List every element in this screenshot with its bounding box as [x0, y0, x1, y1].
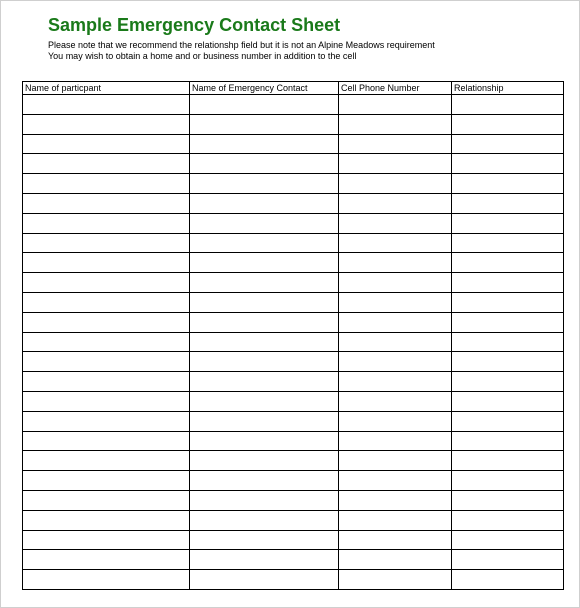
emergency-contact-cell[interactable]	[190, 451, 339, 471]
cell-phone-cell[interactable]	[339, 391, 452, 411]
cell-phone-cell[interactable]	[339, 233, 452, 253]
relationship-cell[interactable]	[452, 332, 564, 352]
cell-phone-cell[interactable]	[339, 114, 452, 134]
table-row	[23, 134, 564, 154]
relationship-cell[interactable]	[452, 411, 564, 431]
emergency-contact-cell[interactable]	[190, 471, 339, 491]
participant-name-cell[interactable]	[23, 570, 190, 590]
emergency-contact-table	[22, 81, 564, 590]
table-body	[23, 95, 564, 590]
emergency-contact-cell[interactable]	[190, 530, 339, 550]
participant-name-cell[interactable]	[23, 95, 190, 115]
table-row	[23, 451, 564, 471]
emergency-contact-cell[interactable]	[190, 490, 339, 510]
table-row	[23, 273, 564, 293]
participant-name-cell[interactable]	[23, 510, 190, 530]
emergency-contact-cell[interactable]	[190, 550, 339, 570]
emergency-contact-cell[interactable]	[190, 292, 339, 312]
participant-name-cell[interactable]	[23, 114, 190, 134]
table-row	[23, 372, 564, 392]
emergency-contact-cell[interactable]	[190, 213, 339, 233]
relationship-cell[interactable]	[452, 312, 564, 332]
table-row	[23, 490, 564, 510]
relationship-cell[interactable]	[452, 530, 564, 550]
cell-phone-cell[interactable]	[339, 471, 452, 491]
cell-phone-cell[interactable]	[339, 530, 452, 550]
table-row	[23, 253, 564, 273]
relationship-cell[interactable]	[452, 193, 564, 213]
emergency-contact-cell[interactable]	[190, 193, 339, 213]
relationship-cell[interactable]	[452, 114, 564, 134]
relationship-cell[interactable]	[452, 352, 564, 372]
table-row	[23, 471, 564, 491]
table-row	[23, 391, 564, 411]
emergency-contact-cell[interactable]	[190, 312, 339, 332]
cell-phone-cell[interactable]	[339, 134, 452, 154]
table-row	[23, 530, 564, 550]
emergency-contact-cell[interactable]	[190, 154, 339, 174]
table-row	[23, 114, 564, 134]
emergency-contact-cell[interactable]	[190, 411, 339, 431]
participant-name-cell[interactable]	[23, 273, 190, 293]
column-header-relationship: Relationship	[452, 82, 564, 95]
cell-phone-cell[interactable]	[339, 550, 452, 570]
emergency-contact-cell[interactable]	[190, 352, 339, 372]
cell-phone-cell[interactable]	[339, 411, 452, 431]
relationship-cell[interactable]	[452, 174, 564, 194]
relationship-cell[interactable]	[452, 471, 564, 491]
participant-name-cell[interactable]	[23, 391, 190, 411]
relationship-cell[interactable]	[452, 431, 564, 451]
column-header-cell-phone: Cell Phone Number	[339, 82, 452, 95]
emergency-contact-cell[interactable]	[190, 233, 339, 253]
relationship-cell[interactable]	[452, 451, 564, 471]
cell-phone-cell[interactable]	[339, 273, 452, 293]
participant-name-cell[interactable]	[23, 451, 190, 471]
participant-name-cell[interactable]	[23, 253, 190, 273]
emergency-contact-cell[interactable]	[190, 372, 339, 392]
note-phone-numbers: You may wish to obtain a home and or business number in addition to the cell	[48, 51, 357, 61]
table-row	[23, 233, 564, 253]
relationship-cell[interactable]	[452, 570, 564, 590]
relationship-cell[interactable]	[452, 233, 564, 253]
table-row	[23, 95, 564, 115]
table-header-row	[23, 82, 564, 95]
cell-phone-cell[interactable]	[339, 352, 452, 372]
note-relationship: Please note that we recommend the relationshp field but it is not an Alpine Meadows requirement	[48, 40, 435, 50]
relationship-cell[interactable]	[452, 391, 564, 411]
table-row	[23, 352, 564, 372]
emergency-contact-cell[interactable]	[190, 391, 339, 411]
cell-phone-cell[interactable]	[339, 510, 452, 530]
participant-name-cell[interactable]	[23, 352, 190, 372]
participant-name-cell[interactable]	[23, 332, 190, 352]
cell-phone-cell[interactable]	[339, 431, 452, 451]
emergency-contact-cell[interactable]	[190, 510, 339, 530]
relationship-cell[interactable]	[452, 292, 564, 312]
participant-name-cell[interactable]	[23, 213, 190, 233]
cell-phone-cell[interactable]	[339, 490, 452, 510]
cell-phone-cell[interactable]	[339, 451, 452, 471]
cell-phone-cell[interactable]	[339, 570, 452, 590]
cell-phone-cell[interactable]	[339, 95, 452, 115]
participant-name-cell[interactable]	[23, 312, 190, 332]
emergency-contact-cell[interactable]	[190, 134, 339, 154]
table-row	[23, 312, 564, 332]
relationship-cell[interactable]	[452, 490, 564, 510]
emergency-contact-cell[interactable]	[190, 332, 339, 352]
participant-name-cell[interactable]	[23, 471, 190, 491]
cell-phone-cell[interactable]	[339, 213, 452, 233]
participant-name-cell[interactable]	[23, 174, 190, 194]
participant-name-cell[interactable]	[23, 411, 190, 431]
table-row	[23, 174, 564, 194]
relationship-cell[interactable]	[452, 273, 564, 293]
relationship-cell[interactable]	[452, 253, 564, 273]
participant-name-cell[interactable]	[23, 193, 190, 213]
table-row	[23, 213, 564, 233]
relationship-cell[interactable]	[452, 134, 564, 154]
relationship-cell[interactable]	[452, 213, 564, 233]
table-row	[23, 411, 564, 431]
table-row	[23, 570, 564, 590]
emergency-contact-cell[interactable]	[190, 95, 339, 115]
cell-phone-cell[interactable]	[339, 332, 452, 352]
table-row	[23, 292, 564, 312]
emergency-contact-cell[interactable]	[190, 253, 339, 273]
emergency-contact-cell[interactable]	[190, 114, 339, 134]
relationship-cell[interactable]	[452, 510, 564, 530]
column-header-participant: Name of particpant	[23, 82, 190, 95]
table-row	[23, 193, 564, 213]
cell-phone-cell[interactable]	[339, 312, 452, 332]
table-row	[23, 431, 564, 451]
relationship-cell[interactable]	[452, 154, 564, 174]
participant-name-cell[interactable]	[23, 372, 190, 392]
table-row	[23, 332, 564, 352]
emergency-contact-cell[interactable]	[190, 570, 339, 590]
emergency-contact-cell[interactable]	[190, 273, 339, 293]
cell-phone-cell[interactable]	[339, 154, 452, 174]
relationship-cell[interactable]	[452, 95, 564, 115]
cell-phone-cell[interactable]	[339, 253, 452, 273]
table-row	[23, 550, 564, 570]
cell-phone-cell[interactable]	[339, 292, 452, 312]
participant-name-cell[interactable]	[23, 490, 190, 510]
column-header-emergency-contact: Name of Emergency Contact	[190, 82, 339, 95]
cell-phone-cell[interactable]	[339, 174, 452, 194]
participant-name-cell[interactable]	[23, 550, 190, 570]
cell-phone-cell[interactable]	[339, 372, 452, 392]
table-row	[23, 154, 564, 174]
participant-name-cell[interactable]	[23, 530, 190, 550]
emergency-contact-cell[interactable]	[190, 431, 339, 451]
emergency-contact-cell[interactable]	[190, 174, 339, 194]
cell-phone-cell[interactable]	[339, 193, 452, 213]
relationship-cell[interactable]	[452, 550, 564, 570]
participant-name-cell[interactable]	[23, 431, 190, 451]
participant-name-cell[interactable]	[23, 292, 190, 312]
participant-name-cell[interactable]	[23, 154, 190, 174]
page-title: Sample Emergency Contact Sheet	[48, 15, 341, 35]
relationship-cell[interactable]	[452, 372, 564, 392]
table-row	[23, 510, 564, 530]
participant-name-cell[interactable]	[23, 134, 190, 154]
participant-name-cell[interactable]	[23, 233, 190, 253]
